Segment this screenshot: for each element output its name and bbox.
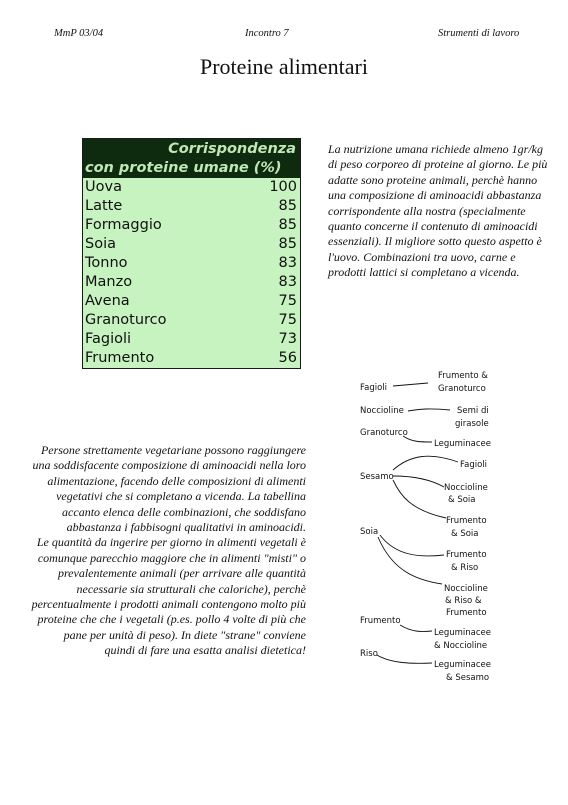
vegetarian-paragraph-2: Le quantità da ingerire per giorno in alimenti vegetali è comunque parecchio maggiore che in alimenti "misti" o prevalentemente animali (per arrivare alle quantità necessarie sia strutturali che caloriche), perchè percentualmente i prodotti animali contengono molto più proteine che che i vegetali (p.es. pollo 4 volte di più che pane per unità di peso). In diete "strane" conviene quindi di fare una esatta analisi dietetica!: [31, 535, 306, 658]
diag-frumento-riso-1: Frumento: [446, 550, 487, 560]
link-soia-frumento-riso: [380, 535, 444, 556]
diag-frumento-soia-1: Frumento: [446, 516, 487, 526]
diag-leguminacee-noccioline-2: & Noccioline: [434, 641, 488, 651]
diag-soia: Soia: [360, 527, 379, 537]
table-cell-value: 83: [278, 274, 297, 290]
diag-frumento-riso-2: & Riso: [451, 563, 479, 573]
table-cell-value: 85: [278, 198, 297, 214]
link-sesamo-fagioli: [393, 456, 458, 470]
diag-frumento-soia-2: & Soia: [451, 529, 479, 539]
table-cell-value: 85: [278, 236, 297, 252]
diag-semi-1: Semi di: [457, 406, 489, 416]
diag-fagioli: Fagioli: [360, 383, 387, 393]
link-sesamo-noccioline: [393, 476, 444, 487]
diag-noccioline: Noccioline: [360, 406, 404, 416]
table-cell-food: Tonno: [85, 255, 128, 271]
link-frumento-leguminacee: [400, 625, 432, 631]
diag-frumento: Frumento: [360, 616, 401, 626]
page-title: Proteine alimentari: [200, 54, 368, 79]
header-left: MmP 03/04: [54, 28, 104, 39]
table-heading-line2: con proteine umane (%): [85, 160, 282, 176]
link-riso-leguminacee: [377, 655, 432, 663]
diag-noccioline-soia-2: & Soia: [448, 495, 476, 505]
table-cell-value: 73: [278, 331, 297, 347]
table-heading-line1: Corrispondenza: [168, 141, 296, 157]
table-cell-food: Formaggio: [85, 217, 162, 233]
diag-semi-2: girasole: [455, 419, 489, 429]
intro-paragraph: La nutrizione umana richiede almeno 1gr/kg di peso corporeo di proteine al giorno. Le più adatte sono proteine animali, perchè hanno una composizione di aminoacidi abbastanza corrispondente alla nostra (specialmente quanto concerne il contenuto di aminoacidi essenziali). Il migliore sotto questo aspetto è l'uovo. Combinazioni tra uovo, carne e prodotti lattici si completano a vicenda.: [328, 142, 548, 280]
table-cell-value: 56: [278, 350, 297, 366]
diag-leguminacee-sesamo-1: Leguminacee: [434, 660, 491, 670]
table-cell-value: 75: [278, 312, 297, 328]
table-cell-value: 83: [278, 255, 297, 271]
link-noccioline-semi: [408, 409, 450, 411]
table-cell-food: Uova: [85, 179, 122, 195]
diag-leguminacee: Leguminacee: [434, 439, 491, 449]
diag-leguminacee-sesamo-2: & Sesamo: [446, 673, 490, 683]
diag-sesamo: Sesamo: [360, 472, 394, 482]
header-right: Strumenti di lavoro: [438, 28, 520, 39]
diag-sesamo-fagioli: Fagioli: [460, 460, 487, 470]
vegetarian-paragraph-1: Persone strettamente vegetariane possono raggiungere una soddisfacente composizione di aminoacidi nella loro alimentazione, facendo delle composizioni di alimenti vegetativi che si completano a vicenda. La tabellina accanto elenca delle combinazioni, che soddisfano abbastanza i fabbisogni qualitativi in aminoacidi.: [32, 443, 306, 535]
table-cell-value: 75: [278, 293, 297, 309]
table-cell-food: Avena: [85, 293, 130, 309]
table-cell-food: Soia: [85, 236, 116, 252]
table-cell-food: Manzo: [85, 274, 133, 290]
table-cell-food: Fagioli: [85, 331, 132, 347]
diag-noccioline-soia-1: Noccioline: [444, 483, 488, 493]
link-sesamo-frumento: [393, 480, 446, 518]
diag-noccioline-riso-frumento-1: Noccioline: [444, 584, 488, 594]
diag-granoturco: Granoturco: [360, 428, 408, 438]
diag-riso: Riso: [360, 649, 378, 659]
table-cell-food: Latte: [85, 198, 123, 214]
link-fagioli-frumento: [393, 383, 428, 386]
diag-noccioline-riso-frumento-2: & Riso &: [445, 596, 482, 606]
diag-frumento-granoturco-1: Frumento &: [438, 371, 488, 381]
diag-noccioline-riso-frumento-3: Frumento: [446, 608, 487, 618]
table-cell-value: 85: [278, 217, 297, 233]
link-soia-noccioline-riso: [378, 537, 442, 584]
header-center: Incontro 7: [245, 28, 289, 39]
diag-leguminacee-noccioline-1: Leguminacee: [434, 628, 491, 638]
table-cell-food: Frumento: [85, 350, 155, 366]
table-cell-food: Granoturco: [85, 312, 167, 328]
diag-frumento-granoturco-2: Granoturco: [438, 384, 486, 394]
table-cell-value: 100: [269, 179, 297, 195]
